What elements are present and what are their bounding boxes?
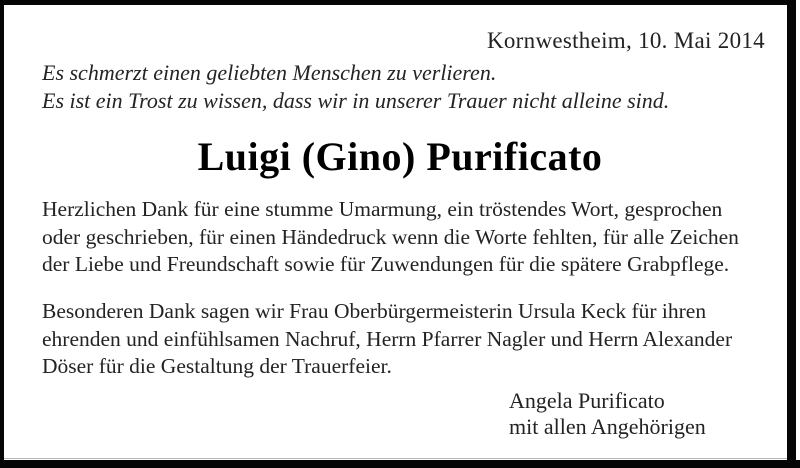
thanks-paragraph-2-line-3: Döser für die Gestaltung der Trauerfeier. — [42, 354, 392, 378]
thanks-paragraph-2 — [42, 298, 732, 381]
signature-block — [509, 388, 706, 440]
thanks-paragraph-1-line-2: oder geschrieben, für einen Händedruck wenn die Worte fehlten, für alle Zeichen — [42, 224, 739, 249]
scan-frame-top — [0, 0, 796, 5]
epigraph-line-1: Es schmerzt einen geliebten Menschen zu verlieren. — [42, 60, 497, 85]
thanks-paragraph-1 — [42, 196, 739, 279]
epigraph — [42, 59, 669, 115]
signature-relatives: mit allen Angehörigen — [509, 414, 706, 439]
deceased-name-title: Luigi (Gino) Purificato — [197, 134, 603, 179]
thanks-paragraph-1-line-3: der Liebe und Freundschaft sowie für Zuwendungen für die spätere Grabpflege. — [42, 252, 730, 276]
thanks-paragraph-1-line-1: Herzlichen Dank für eine stumme Umarmung, ein tröstendes Wort, gesprochen — [42, 197, 723, 221]
scan-artifact-line — [4, 458, 787, 459]
scan-frame-right — [787, 0, 796, 468]
signature-name: Angela Purificato — [509, 388, 665, 413]
thanks-paragraph-2-line-1: Besonderen Dank sagen wir Frau Oberbürgermeisterin Ursula Keck für ihren — [42, 299, 707, 323]
epigraph-line-2: Es ist ein Trost zu wissen, dass wir in unserer Trauer nicht alleine sind. — [42, 88, 670, 113]
scan-frame-left — [0, 0, 4, 468]
dateline: Kornwestheim, 10. Mai 2014 — [486, 28, 765, 53]
thanks-paragraph-2-line-2: ehrenden und einfühlsamen Nachruf, Herrn Pfarrer Nagler und Herrn Alexander — [42, 326, 733, 351]
scan-frame-bottom — [0, 460, 800, 468]
